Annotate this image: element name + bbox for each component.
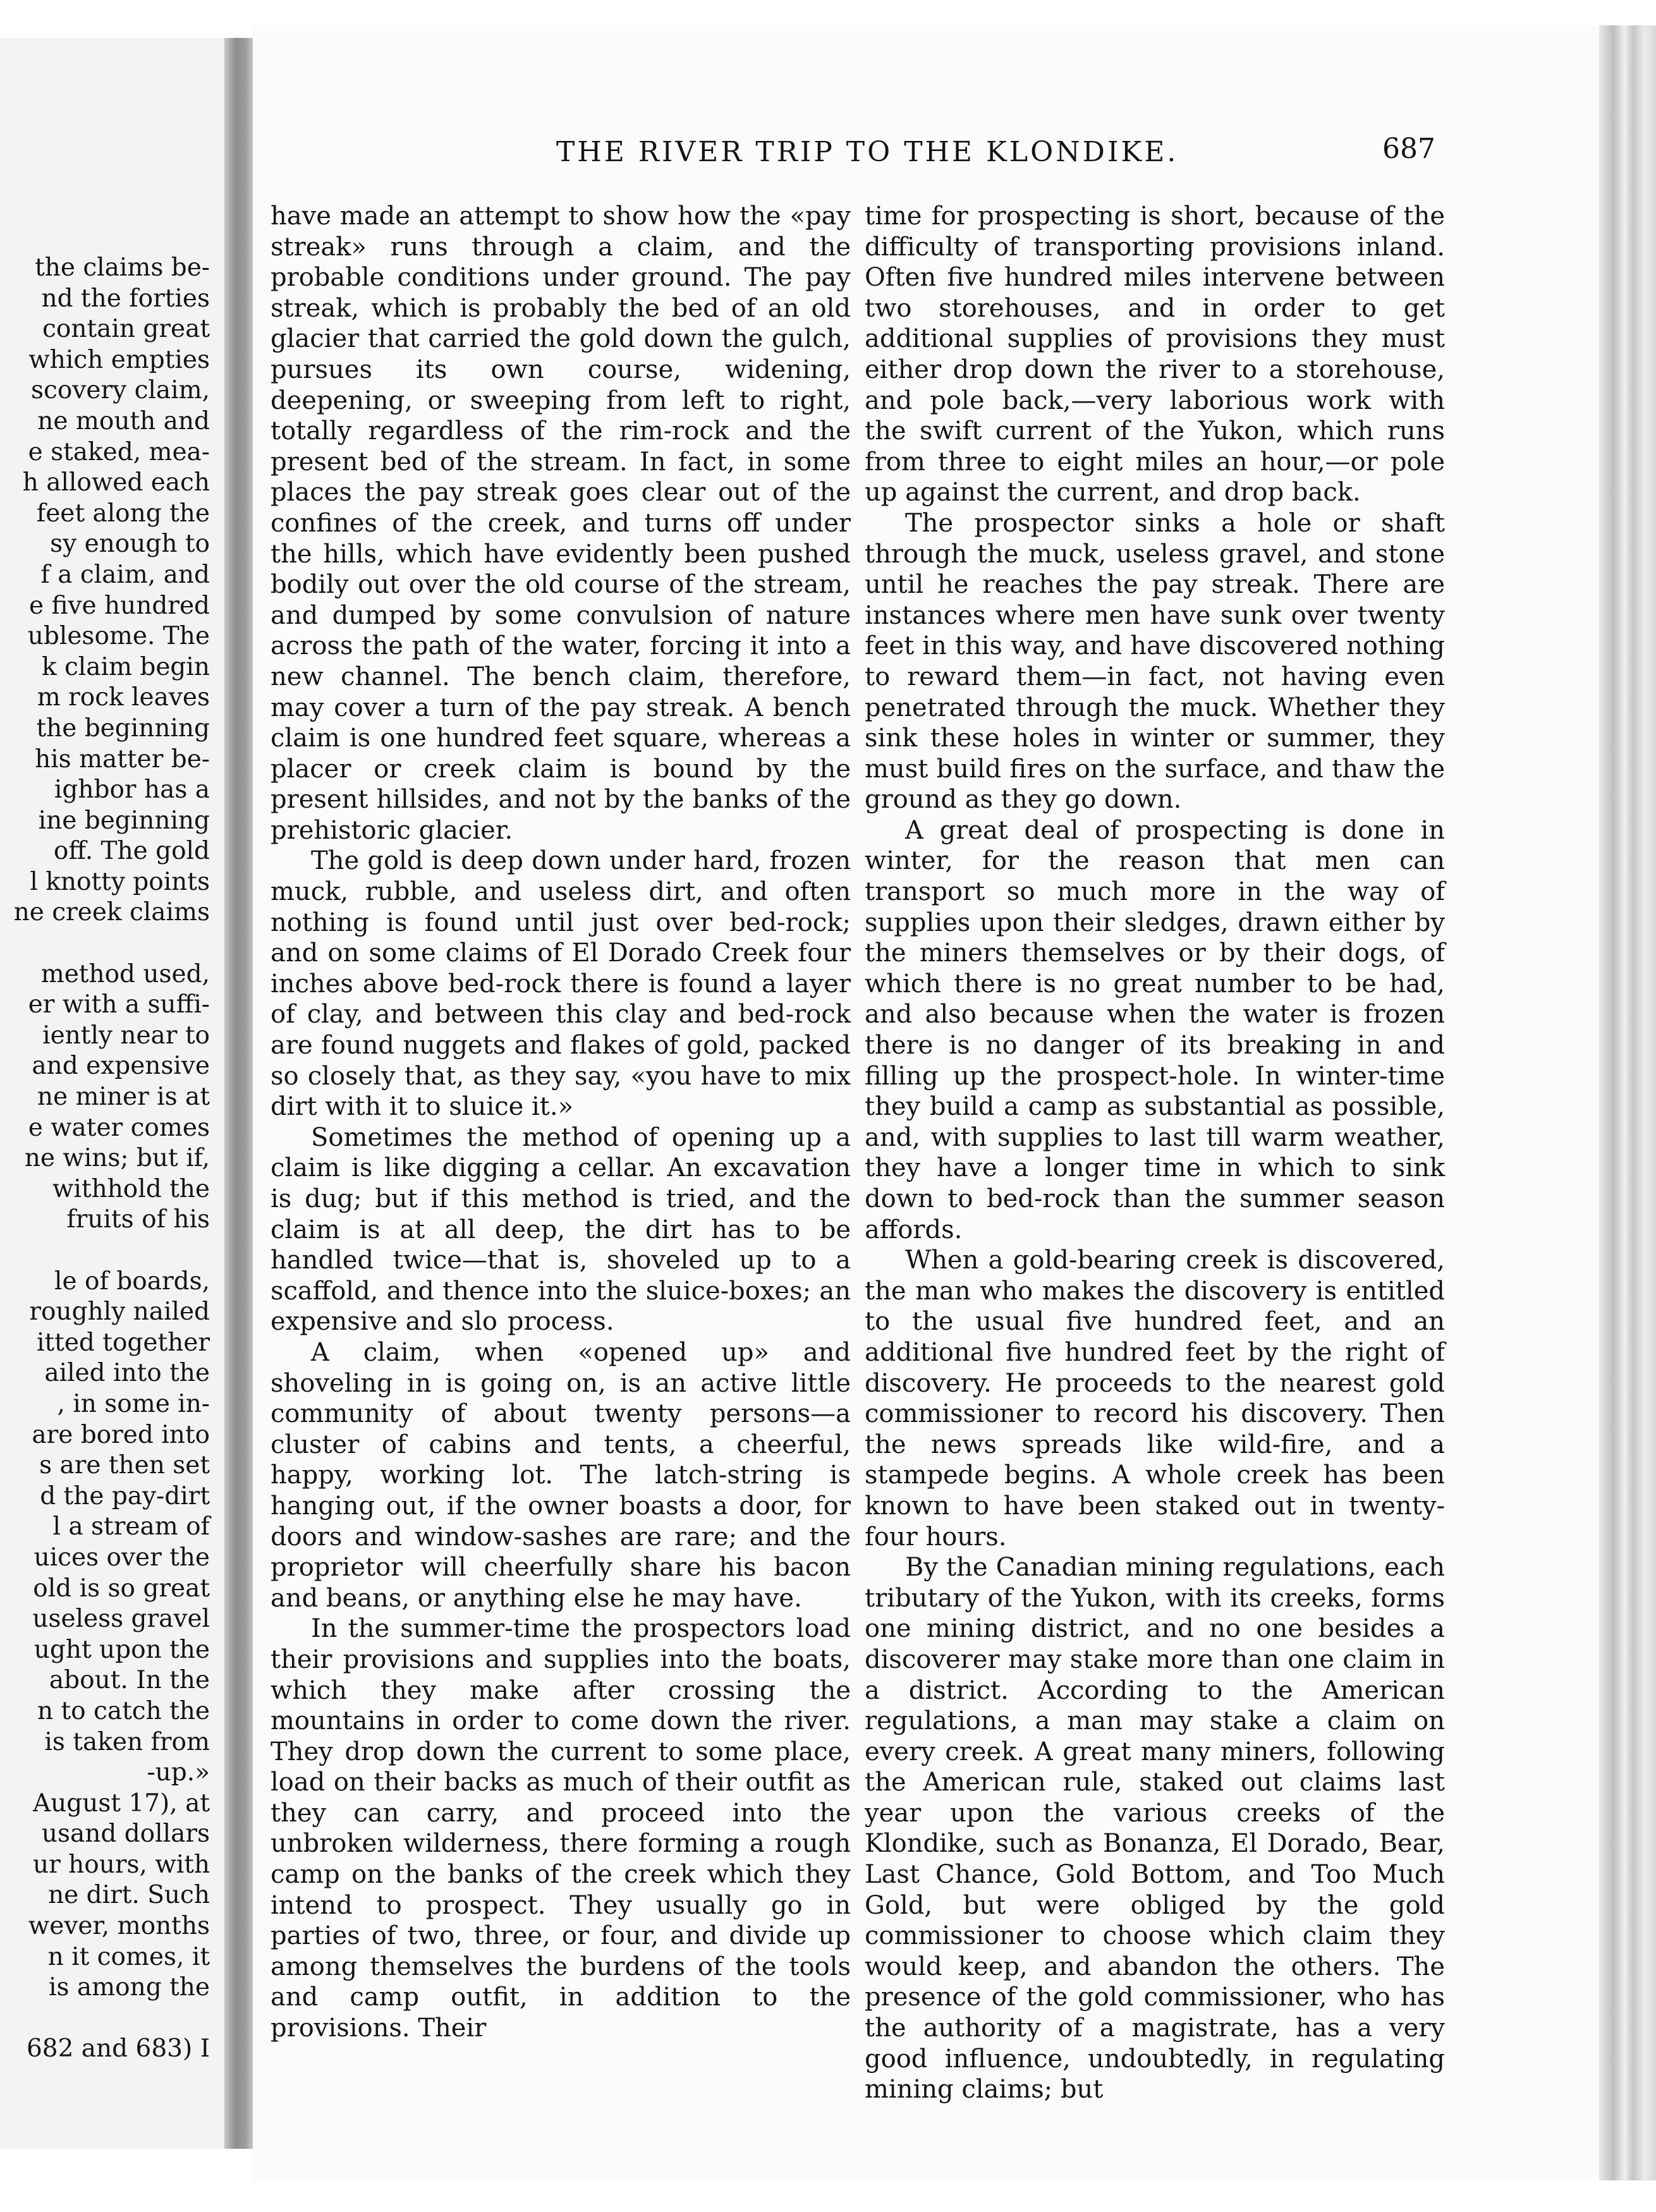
facing-page-line: ailed into the	[44, 1359, 210, 1388]
paragraph: By the Canadian mining regulations, each tributary of the Yukon, with its creeks, forms one mining district, and no one besides a discoverer may stake more than one claim in a district. According to the American regulations, a man may stake a claim on every creek. A great many miners, following the American rule, staked out claims last year upon the various creeks of the Klondike, such as Bonanza, El Dorado, Bear, Last Chance, Gold Bottom, and Too Much Gold, but were obliged by the gold commissioner to choose which claim they would keep, and abandon the others. The presence of the gold commissioner, who has the authority of a magistrate, has a very good influence, undoubtedly, in regulating mining claims; but	[865, 1553, 1445, 2105]
facing-page-line: ne miner is at	[37, 1083, 210, 1112]
facing-page-line: scovery claim,	[31, 376, 210, 405]
facing-page-line: ne creek claims	[13, 898, 210, 927]
facing-page-line: d the pay-dirt	[40, 1481, 210, 1510]
facing-page-line: er with a suffi-	[28, 990, 210, 1019]
running-head: THE RIVER TRIP TO THE KLONDIKE.	[556, 136, 1179, 168]
facing-page-text	[14, 253, 210, 2065]
facing-page-line: usand dollars	[41, 1820, 210, 1849]
facing-page-line: -up.»	[147, 1758, 210, 1787]
facing-page-line	[14, 928, 210, 959]
text-column-left	[271, 201, 851, 2044]
paragraph: The prospector sinks a hole or shaft through the muck, useless gravel, and stone until he reaches the pay streak. There are instances where men have sunk over twenty feet in this way, and have discovered nothing to reward them—in fact, not having even penetrated through the muck. Whether they sink these holes in winter or summer, they must build fires on the surface, and thaw the ground as they go down.	[865, 508, 1445, 815]
facing-page-line: h allowed each	[22, 468, 210, 497]
facing-page-line: le of boards,	[54, 1267, 210, 1296]
facing-page-line: ught upon the	[33, 1635, 210, 1664]
facing-page-line: iently near to	[42, 1021, 210, 1050]
paragraph: In the summer-time the prospectors load their provisions and supplies into the boats, which they make after crossing the mountains in order to come down the river. They drop down the current to some place, load on their backs as much of their outfit as they can carry, and proceed into the unbroken wilderness, there forming a rough camp on the banks of the creek which they intend to prospect. They usually go in parties of two, three, or four, and divide up among themselves the burdens of the tools and camp outfit, in addition to the provisions. Their	[271, 1614, 851, 2043]
facing-page-line: old is so great	[33, 1574, 210, 1603]
facing-page-line: n it comes, it	[47, 1942, 210, 1971]
facing-page-line: e water comes	[28, 1113, 210, 1142]
facing-page-line: are bored into	[32, 1420, 210, 1449]
facing-page-line: l knotty points	[30, 867, 210, 896]
page-edge	[1599, 25, 1656, 2180]
facing-page-line: contain great	[42, 315, 210, 344]
facing-page-line: is taken from	[44, 1727, 210, 1756]
paragraph: A claim, when «opened up» and shoveling in is going on, is an active little community of about twenty persons—a cluster of cabins and tents, a cheerful, happy, working lot. The latch-string is hanging out, if the owner boasts a door, for doors and window-sashes are rare; and the proprietor will cheerfully share his bacon and beans, or anything else he may have.	[271, 1337, 851, 1613]
facing-page-line: his matter be-	[35, 744, 210, 774]
facing-page-line: f a claim, and	[40, 560, 210, 589]
paragraph: The gold is deep down under hard, frozen muck, rubble, and useless dirt, and often nothing is found until just over bed-rock; and on some claims of El Dorado Creek four inches above bed-rock there is found a layer of clay, and between this clay and bed-rock are found nuggets and flakes of gold, packed so closely that, as they say, «you have to mix dirt with it to sluice it.»	[271, 846, 851, 1122]
facing-page-line: n to catch the	[37, 1696, 210, 1725]
paragraph: have made an attempt to show how the «pay streak» runs through a claim, and the probable conditions under ground. The pay streak, which is probably the bed of an old glacier that carried the gold down the gulch, pursues its own course, widening, deepening, or sweeping from left to right, totally regardless of the rim-rock and the present bed of the stream. In fact, in some places the pay streak goes clear out of the confines of the creek, and turns off under the hills, which have evidently been pushed bodily out over the old course of the stream, and dumped by some convulsion of nature across the path of the water, forcing it into a new channel. The bench claim, therefore, may cover a turn of the pay streak. A bench claim is one hundred feet square, whereas a placer or creek claim is bound by the present hillsides, and not by the banks of the prehistoric glacier.	[271, 202, 851, 845]
facing-page-line: August 17), at	[32, 1789, 210, 1818]
facing-page-line: about. In the	[49, 1666, 210, 1695]
facing-page-line: ighbor has a	[54, 775, 210, 805]
facing-page-line: sy enough to	[50, 530, 210, 559]
paragraph: A great deal of prospecting is done in winter, for the reason that men can transport so much more in the way of supplies upon their sledges, drawn either by the miners themselves or by their dogs, of which there is no great number to be had, and also because when the water is frozen there is no danger of its breaking in and filling up the prospect-hole. In winter-time they build a camp as substantial as possible, and, with supplies to last till warm weather, they have a longer time in which to sink down to bed-rock than the summer season affords.	[865, 815, 1445, 1244]
facing-page-line: nd the forties	[41, 284, 210, 313]
facing-page-line	[14, 2003, 210, 2034]
facing-page-line: m rock leaves	[37, 683, 210, 712]
facing-page-line: uices over the	[33, 1543, 210, 1572]
facing-page-line: which empties	[28, 345, 210, 374]
facing-page-line: the claims be-	[35, 253, 210, 282]
facing-page-line: off. The gold	[53, 837, 210, 866]
facing-page-line: fruits of his	[66, 1205, 210, 1234]
facing-page-line: ne wins; but if,	[24, 1144, 210, 1173]
facing-page-line: , in some in-	[57, 1389, 210, 1418]
facing-page-line: e five hundred	[28, 591, 210, 620]
facing-page-line: 682 and 683) I	[26, 2034, 210, 2063]
facing-page-line: ur hours, with	[33, 1850, 210, 1879]
page-number: 687	[1382, 133, 1435, 165]
facing-page-line: and expensive	[32, 1052, 210, 1081]
facing-page-line: method used,	[40, 959, 210, 988]
facing-page	[0, 38, 235, 2149]
facing-page-line: ne dirt. Such	[48, 1881, 210, 1910]
facing-page-line: e staked, mea-	[28, 437, 210, 466]
paragraph: Sometimes the method of opening up a claim is like digging a cellar. An excavation is dug; but if this method is tried, and the claim is at all deep, the dirt has to be handled twice—that is, shoveled up to a scaffold, and thence into the sluice-boxes; an expensive and slo process.	[271, 1122, 851, 1337]
facing-page-line: k claim begin	[41, 652, 210, 681]
facing-page-line: l a stream of	[52, 1512, 210, 1541]
facing-page-line: withhold the	[52, 1174, 210, 1203]
facing-page-line: s are then set	[39, 1451, 210, 1480]
paragraph: time for prospecting is short, because of the difficulty of transporting provisions inland. Often five hundred miles intervene between two storehouses, and in order to get additional supplies of provisions they must either drop down the river to a storehouse, and pole back,—very laborious work with the swift current of the Yukon, which runs from three to eight miles an hour,—or pole up against the current, and drop back.	[865, 202, 1445, 507]
facing-page-line: roughly nailed	[29, 1297, 210, 1327]
facing-page-line: ne mouth and	[37, 406, 210, 435]
paragraph: When a gold-bearing creek is discovered, the man who makes the discovery is entitled to the usual five hundred feet, and an additional five hundred feet by the right of discovery. He proceeds to the nearest gold commissioner to record his discovery. Then the news spreads like wild-fire, and a stampede begins. A whole creek has been known to have been staked out in twenty-four hours.	[865, 1246, 1445, 1552]
text-column-right	[865, 201, 1445, 2105]
facing-page-line: the beginning	[36, 714, 210, 743]
facing-page-line: feet along the	[36, 499, 210, 528]
facing-page-line: useless gravel	[32, 1605, 210, 1634]
facing-page-line: ine beginning	[38, 806, 210, 835]
facing-page-line: itted together	[37, 1328, 210, 1357]
facing-page-line: wever, months	[28, 1912, 210, 1941]
facing-page-line	[14, 1236, 210, 1267]
facing-page-line: ublesome. The	[27, 622, 210, 651]
facing-page-line: is among the	[49, 1973, 210, 2002]
